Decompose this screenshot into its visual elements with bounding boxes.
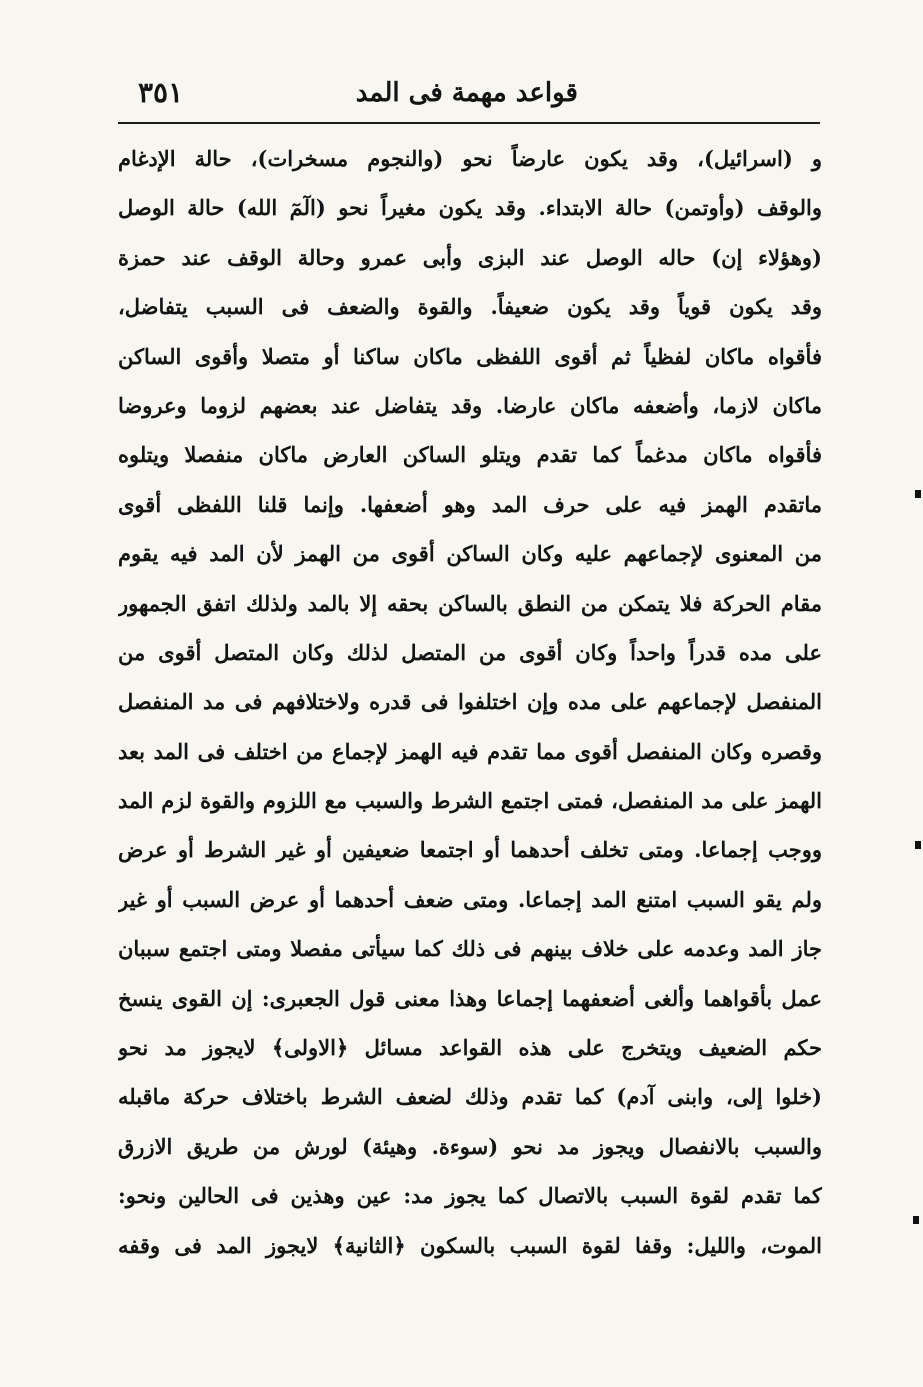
text-line: الموت، والليل: وقفا لقوة السبب بالسكون ﴿الثانية﴾ لايجوز المد فى وقفه: [118, 1232, 822, 1258]
page-header: [118, 70, 818, 122]
text-line: المنفصل لإجماعهم على مده وإن اختلفوا فى قدره ولاختلافهم فى مد المنفصل: [118, 689, 822, 715]
text-line: ووجب إجماعا. ومتى تخلف أحدهما أو اجتمعا ضعيفين أو غير الشرط أو عرض: [118, 837, 822, 863]
text-line: وقصره وكان المنفصل أقوى مما تقدم فيه الهمز لإجماع من اختلف فى المد بعد: [118, 738, 822, 764]
text-line: فأقواه ماكان لفظياً ثم أقوى اللفظى ماكان ساكنا أو متصلا وأقوى الساكن: [118, 343, 822, 369]
text-line: على مده قدراً واحداً وكان أقوى من المتصل لذلك وكان المتصل أقوى من: [118, 639, 822, 665]
running-title: قواعد مهمة فى المد: [355, 78, 578, 108]
binding-mark: [913, 1216, 919, 1224]
text-line: ماتقدم الهمز فيه على حرف المد وهو أضعفها. وإنما قلنا اللفظى أقوى: [118, 491, 822, 517]
binding-mark: [915, 841, 921, 849]
text-line: من المعنوى لإجماعهم عليه وكان الساكن أقوى من الهمز لأن المد فيه يقوم: [118, 541, 822, 567]
text-line: (خلوا إلى، وابنى آدم) كما تقدم وذلك لضعف الشرط باختلاف حركة ماقبله: [118, 1084, 822, 1110]
binding-mark: [915, 490, 921, 498]
text-line: (وهؤلاء إن) حاله الوصل عند البزى وأبى عمرو وحالة الوقف عند حمزة: [118, 244, 822, 270]
text-line: كما تقدم لقوة السبب بالاتصال كما يجوز مد: عين وهذين فى الحالين ونحو:: [118, 1183, 822, 1209]
text-line: و (اسرائيل)، وقد يكون عارضاً نحو (والنجوم مسخرات)، حالة الإدغام: [118, 146, 822, 171]
text-line: والسبب بالانفصال ويجوز مد نحو (سوءة. وهيئة) لورش من طريق الازرق: [118, 1133, 822, 1159]
text-line: الهمز على مد المنفصل، فمتى اجتمع الشرط والسبب مع اللزوم والقوة لزم المد: [118, 788, 822, 814]
page-number: ٣٥١: [138, 76, 184, 109]
text-line: مقام الحركة فلا يتمكن من النطق بالساكن بحقه إلا بالمد ولذلك اتفق الجمهور: [118, 590, 822, 616]
text-line: حكم الضعيف ويتخرج على هذه القواعد مسائل ﴿الاولى﴾ لايجوز مد نحو: [118, 1035, 822, 1061]
header-rule: [118, 122, 820, 124]
text-line: جاز المد وعدمه على خلاف بينهم فى ذلك كما سيأتى مفصلا ومتى اجتمع سببان: [118, 936, 822, 962]
text-line: ماكان لازما، وأضعفه ماكان عارضا. وقد يتفاضل عند بعضهم لزوما وعروضا: [118, 392, 822, 418]
text-line: ولم يقو السبب امتنع المد إجماعا. ومتى ضعف أحدهما أو عرض السبب أو غير: [118, 886, 822, 912]
text-line: والوقف (وأوتمن) حالة الابتداء. وقد يكون مغيراً نحو (الٓمٓ الله) حالة الوصل: [118, 195, 822, 221]
text-line: عمل بأقواهما وألغى أضعفهما إجماعا وهذا معنى قول الجعبرى: إن القوى ينسخ: [118, 985, 822, 1011]
body-text: [118, 134, 822, 1270]
text-line: فأقواه ماكان مدغماً كما تقدم ويتلو الساكن العارض ماكان منفصلا ويتلوه: [118, 442, 822, 468]
text-line: وقد يكون قوياً وقد يكون ضعيفاً. والقوة والضعف فى السبب يتفاضل،: [118, 294, 822, 320]
